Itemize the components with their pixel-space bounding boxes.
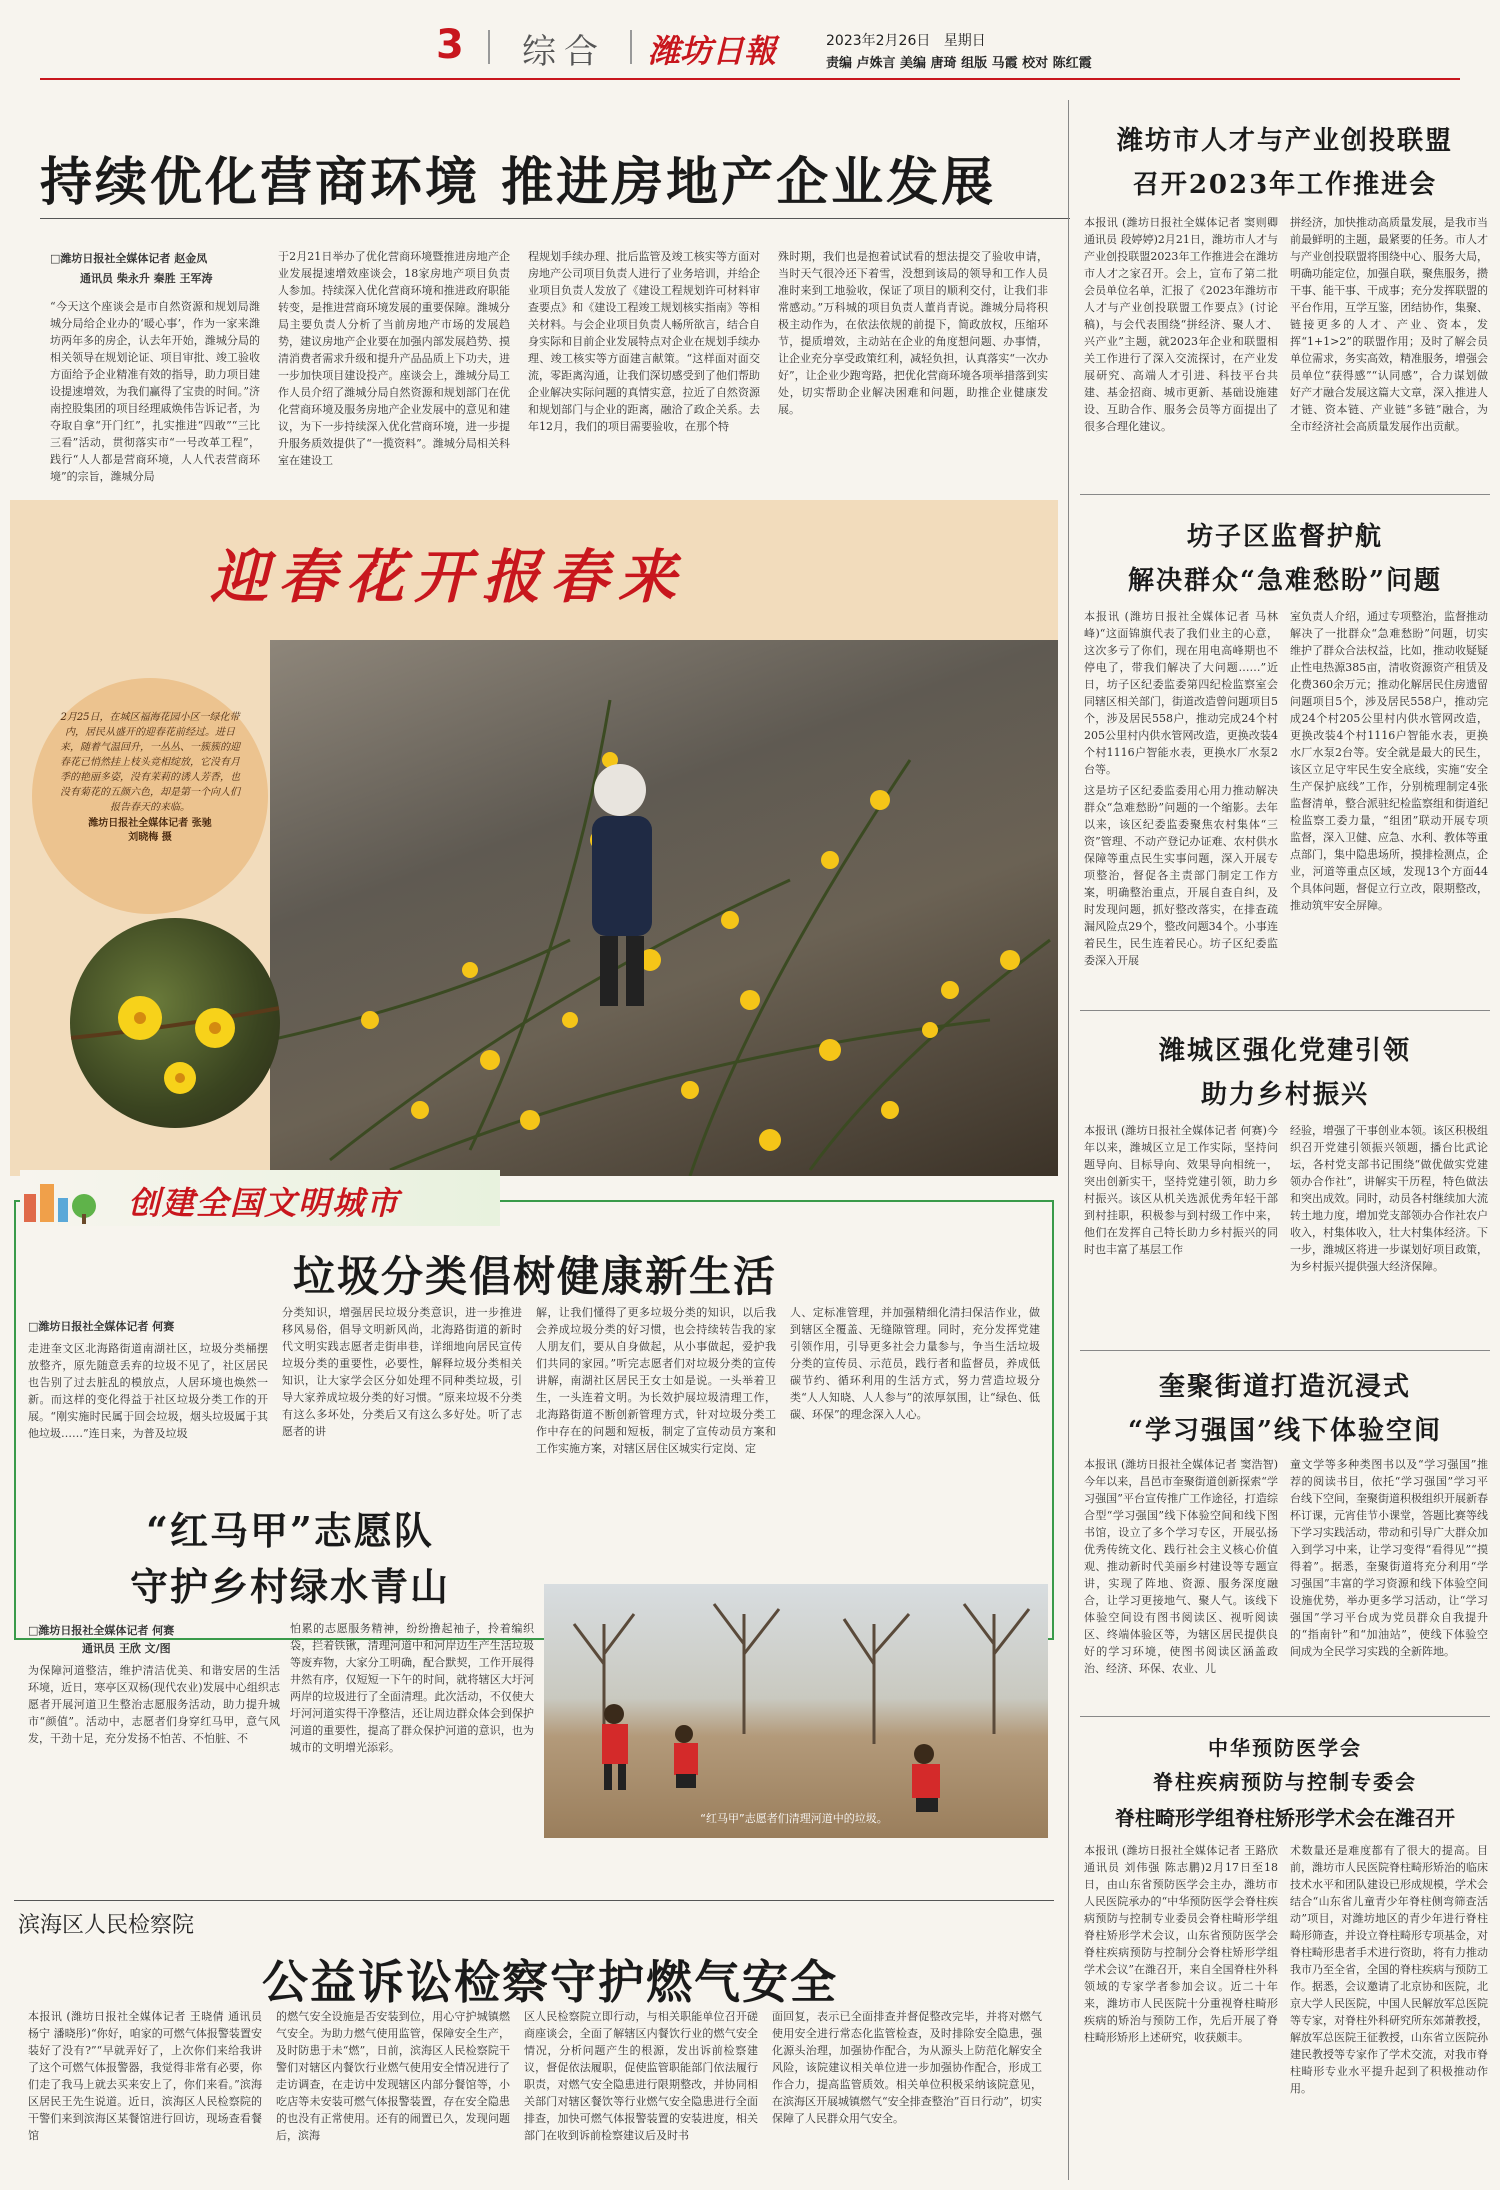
article3-title-1: 潍城区强化党建引领 [1158, 1036, 1411, 1066]
redvest-headline-2: 守护乡村绿水青山 [129, 1564, 450, 1609]
gas-column-3: 区人民检察院立即行动，与相关职能单位召开磋商座谈会，全面了解辖区内餐饮行业的燃气安全情况，分析问题产生的根源，发出诉前检察建议，督促依法履职，促使监管职能部门依法履行职责，对燃气安全隐患进行限期整改，并协同相关部门对辖区餐饮等行业燃气安全隐患进行全面排查，加快可燃气体报警装置的安装进度，相关部门在收到诉前检察建议后及时书 [524, 2010, 758, 2142]
lead-headline: 持续优化营商环境 推进房地产企业发展 [40, 152, 997, 213]
masthead [0, 0, 1500, 78]
article5-body-1: 本报讯 (潍坊日报社全媒体记者 王路欣 通讯员 刘伟强 陈志鹏)2月17日至18日，由山东省预防医学会主办，潍坊市人民医院承办的“中华预防医学会脊柱疾病预防与控制专业委员会脊柱畸形学组脊柱矫形学术会议，山东省预防医学会脊柱疾病预防与控制分会脊柱矫形学组学术会议”在潍召开，来自全国脊柱外科领域的专家学者参加会议。近二十年来，潍坊市人民医院十分重视脊柱畸形疾病的矫治与预防工作，先后开展了脊柱畸形矫形上述研究，收获颇丰。 [1084, 1844, 1278, 2044]
lead-byline-1: □潍坊日报社全媒体记者 赵金凤 [50, 252, 208, 265]
masthead-divider [488, 30, 490, 64]
weekday-text: 星期日 [943, 33, 986, 49]
forsythia-branches-illustration [270, 640, 1058, 1176]
article1-title-2: 召开2023年工作推进会 [1132, 170, 1438, 200]
redvest-byline-2: 通讯员 王欣 文/图 [82, 1642, 171, 1655]
redvest-column-2: 怕累的志愿服务精神，纷纷撸起袖子，拎着编织袋，拦着铁锹，清理河道中和河岸边生产生活垃圾等废弃物，大家分工明确，配合默契，工作开展得井然有序，仅短短一下午的时间，就将辖区大圩河两岸的垃圾进行了全面清理。此次活动，不仅使大圩河河道实得干净整洁，还让周边群众体会到保护河道的重要性，提高了群众保护河道的意识，也为城市的文明增光添彩。 [290, 1622, 534, 1754]
gas-column-2: 的燃气安全设施是否安装到位，用心守护城镇燃气安全。为助力燃气使用监管，保障安全生产，及时防患于未“燃”，日前，滨海区人民检察院干警们对辖区内餐饮行业燃气使用安全情况进行了走访调查，在走访中发现辖区内部分餐馆等，小吃店等未安装可燃气体报警装置，存在安全隐患的也没有正常使用。还有的闹置已久，发现问题后，滨海 [276, 2010, 510, 2142]
civic-banner [20, 1170, 500, 1226]
article3-title-2: 助力乡村振兴 [1200, 1080, 1369, 1110]
article1-body-2: 拼经济，加快推动高质量发展，是我市当前最鲜明的主题，最紧要的任务。市人才与产业创投联盟将围绕中心、服务大局，明确功能定位，加强自联，聚焦服务，攒干事、能干事、干成事；充分发挥联盟的平台作用，互学互鉴，团结协作，集聚、链接更多的人才、产业、资本，发挥“1+1>2”的联盟作用；及时了解会员单位需求，务实高效，精准服务，增强会员单位“获得感”“认同感”，合力谋划做好产才融合发展这篇大文章，深入推进人才链、资本链、产业链“多链”融合，为全市经济社会高质量发展作出贡献。 [1290, 216, 1488, 433]
volunteer-figure [912, 1744, 940, 1812]
lead-column-4: 殊时期，我们也是抱着试试看的想法提交了验收申请，当时天气很冷还下着雪，没想到该局的领导和工作人员准时来到工地验收，保证了项目的顺利交付，让我们非常感动。”万科城的项目负责人董肖青说。潍城分局将积极主动作为，在依法依规的前提下，简政放权，压缩环节，提质增效，主动站在企业的角度想问题、办事情，让企业充分享受政策红利，减轻负担，认真落实“一次办好”，让企业少跑弯路，把优化营商环境各项举措落到实处，切实帮助企业解决困难和问题，助推企业健康发展。 [778, 250, 1048, 416]
article2-body-1: 本报讯 (潍坊日报社全媒体记者 马林峰)“这面锦旗代表了我们业主的心意，这次多亏了你们，现在用电高峰期也不停电了，带我们解决了大问题……”近日，坊子区纪委监委第四纪检监察室会同辖区相关部门，街道改造曾问题项目5个，涉及居民558户，推动完成24个村205公里村内供水管网改造，更换改装4个村1116户智能水表，更换水厂水泵2台等。 [1084, 610, 1278, 776]
redvest-headline-1: “红马甲”志愿队 [146, 1508, 434, 1553]
volunteer-figure [602, 1704, 628, 1790]
flower-closeup-illustration [70, 918, 280, 1128]
article5-body-2: 术数量还是难度都有了很大的提高。目前，潍坊市人民医院脊柱畸形矫治的临床技术水平和团队建设已形成规模，学术会结合“山东省儿童青少年脊柱侧弯筛查活动”项目，对潍坊地区的青少年进行脊柱畸形筛查，并设立脊柱畸形专项基金，对脊柱畸形患者手术进行资助，将有力推动我市乃至全省，全国的脊柱疾病与预防工作。据悉，会议邀请了北京协和医院，北京大学人民医院，中国人民解放军总医院等专家，对脊柱外科研究所东郊萧教授，解放军总医院王征教授，山东省立医院孙建民教授等专家作了学术交流，对我市脊柱畸形专业水平提升起到了积极推动作用。 [1290, 1844, 1488, 2095]
date-text: 2023年2月26日 [826, 33, 931, 49]
editor-credits: 责编 卢姝言 美编 唐琦 组版 马霞 校对 陈红霞 [826, 56, 1092, 71]
redvest-byline-1: □潍坊日报社全媒体记者 何赛 [28, 1624, 175, 1637]
spring-caption: 2月25日，在城区福海花园小区一绿化带内，居民从盛开的迎春花前经过。进日来，随着气温回升，一丛丛、一簇簇的迎春花已悄然挂上枝头竞相绽放，它没有月季的艳丽多姿，没有茉莉的诱人芳香，也没有菊花的五颜六色，却是第一个向人们报告春天的来临。 [60, 712, 240, 813]
article2-body-2: 这是坊子区纪委监委用心用力推动解决群众“急难愁盼”问题的一个缩影。去年以来，该区纪委监委聚焦农村集体“三资”管理、不动产登记办证难、农村供水保障等重点民生实事问题，深入开展专项整治，督促各主责部门制定工作方案，明确整治重点，开展自查自纠，及时发现问题，抓好整改落实，在排查疏漏风险点29个，整改问题34个。小事连着民生，民生连着民心。坊子区纪委监委深入开展 [1084, 784, 1278, 967]
lead-column-1: “今天这个座谈会是市自然资源和规划局潍城分局给企业办的‘暖心事’，作为一家来潍坊两年多的房企，认去年开始，潍城分局的相关领导在规划论证、项目审批、竣工验收方面给予企业精准有效的指导，助力项目建设提速增效，为我们赢得了宝贵的时间。”济南控股集团的项目经理戚焕伟告诉记者，为夺取自拿“开门红”，扎实推进“四敢”“三比三看”活动，贯彻落实市“一号改革工程”，践行“人人都是营商环境，人人代表营商环境”的宗旨，潍城分局 [50, 300, 260, 483]
civic-column-4: 人、定标准管理，并加强精细化清扫保洁作业，做到辖区全覆盖、无缝隙管理。同时，充分发挥党建引领作用，引导更多社会力量参与，争当生活垃圾分类的宣传员、示范员，践行者和监督员，养成低碳节约、循环利用的生活方式，努力营造垃圾分类“人人知晓、人人参与”的浓厚氛围，让“绿色、低碳、环保”的理念深入人心。 [790, 1306, 1040, 1421]
redvest-photo-caption: “红马甲”志愿者们清理河道中的垃圾。 [700, 1812, 888, 1825]
article-separator [1080, 1010, 1490, 1011]
gas-column-1: 本报讯 (潍坊日报社全媒体记者 王晓倩 通讯员 杨宁 潘晓彤)“你好，咱家的可燃气体报警装置安装好了没有?”“早就弄好了，上次你们来给我讲了这个可燃气体报警器，我觉得非常有必要，你们走了我马上就去买来安上了，你们来看。”滨海区居民王先生说道。近日，滨海区人民检察院的干警们来到滨海区某餐馆进行回访，现场查看餐馆 [28, 2010, 262, 2142]
civic-column-2: 分类知识，增强居民垃圾分类意识，进一步推进移风易俗，倡导文明新风尚，北海路街道的新时代文明实践志愿者走街串巷，详细地向居民宣传垃圾分类的重要性，必要性，解释垃圾分类相关知识，让大家学会区分如处理不同种类垃圾，引导大家养成垃圾分类的好习惯。“原来垃圾不分类有这么多坏处，分类后又有这么多好处。听了志愿者的讲 [282, 1306, 522, 1438]
gas-top-rule [14, 1900, 1054, 1901]
article4-body-1: 本报讯 (潍坊日报社全媒体记者 窦浩智)今年以来，昌邑市奎聚街道创新探索“学习强国”平台宣传推广工作途径，打造综合型“学习强国”线下体验空间和线下图书馆，设立了多个学习专区，开展弘扬优秀传统文化、践行社会主义核心价值观、推动新时代美丽乡村建设等专题宣讲，实现了阵地、资源、服务深度融合，让学习更接地气、聚人气。该线下体验空间设有图书阅读区、视听阅读区、终端体验区等，为辖区居民提供良好的学习环境，使图书阅读区涵盖政治、经济、环保、农业、儿 [1084, 1458, 1278, 1675]
issue-date [826, 30, 986, 50]
caption-circle [32, 678, 268, 914]
article3-body-1: 本报讯 (潍坊日报社全媒体记者 何赛)今年以来，潍城区立足工作实际，坚持问题导向、目标导向、效果导向相统一，突出创新实干，坚持党建引领，助力乡村振兴。该区从机关选派优秀年轻干部到村挂职，积极参与到村级工作中来，他们在发挥自己特长助力乡村振兴的同时也丰富了基层工作 [1084, 1124, 1278, 1256]
article1-title-1: 潍坊市人才与产业创投联盟 [1116, 126, 1453, 156]
pedestrian-figure [592, 764, 652, 1006]
lead-byline-2: 通讯员 柴永升 秦胜 王军涛 [80, 272, 213, 285]
article2-body-3: 室负责人介绍，通过专项整治，监督推动解决了一批群众“急难愁盼”问题，切实维护了群众合法权益，比如，推动收疑疑止性电热源385亩，清收资源资产租赁及化费360余万元；推动化解居民住房遗留问题项目5个，涉及居民558户，推动完成24个村205公里村内供水管网改造，更换改装4个村1116户智能水表，更换水厂水泵2台等。安全就是最大的民生，该区立足守牢民生安全底线，实施“安全生产保护底线”工作，分别梳理制定4张监督清单，整合派驻纪检监察组和街道纪检监察工委力量，“组团”联动开展专项监督，深入卫健、应急、水利、教体等重点部门，集中隐患场所，摸排检测点，企业，河道等重点区域，发现13个方面44个具体问题，督促立行立改，限期整改，推动筑牢安全屏障。 [1290, 610, 1488, 912]
civic-banner-title: 创建全国文明城市 [128, 1184, 401, 1222]
page-number: 3 [436, 22, 464, 68]
article3-body-2: 经验，增强了干事创业本领。该区积极组织召开党建引领振兴领题，播台比武论坛，各村党支部书记围绕“做优做实党建领办合作社”，讲解实干历程，特色做法和突出成效。同时，动员各村继续加大流转土地力度，增加党支部领办合作社农户收入，村集体收入，壮大村集体经济。下一步，潍城区将进一步谋划好项目政策，为乡村振兴提供强大经济保障。 [1290, 1124, 1488, 1273]
article5-title-3: 脊柱畸形学组脊柱矫形学术会在潍召开 [1115, 1806, 1455, 1830]
spring-credit-2: 刘晓梅 摄 [128, 832, 172, 843]
article4-body-2: 童文学等多种类图书以及“学习强国”推荐的阅读书目，依托“学习强国”学习平台线下空间，奎聚街道积极组织开展新春杯订课，元宵佳节小课堂，答题比赛等线下学习实践活动，带动和引导广大群众加入到学习中来，让学习变得“看得见”“摸得着”。据悉，奎聚街道将充分利用“学习强国”丰富的学习资源和线下体验空间设施优势，举办更多学习活动，让“学习强国”学习平台成为党员群众自我提升的“指南针”和“加油站”，使线下体验空间成为全民学习实践的全新阵地。 [1290, 1458, 1488, 1658]
masthead-rule [40, 78, 1460, 80]
right-column-divider [1068, 100, 1069, 2180]
gas-column-4: 面回复，表示已全面排查并督促整改完毕，并将对燃气使用安全进行常态化监管检查，及时排除安全隐患，强化源头治理，加强协作配合，为从源头上防范化解安全风险，该院建议相关单位进一步加强协作配合，形成工作合力，提高监管质效。相关单位积极采纳该院意见，在滨海区开展城镇燃气“安全排查整治”百日行动”，切实保障了人民群众用气安全。 [772, 2010, 1042, 2125]
section-name: 综合 [522, 32, 606, 72]
civic-column-3: 解，让我们懂得了更多垃圾分类的知识，以后我会养成垃圾分类的好习惯，也会持续转告我的家人朋友们，要从自身做起，从小事做起，爱护我们共同的家园。”听完志愿者们对垃圾分类的宣传讲解，南湖社区居民王女士如是说。一头举着卫生，一头连着文明。为长效护展垃圾清理工作，北海路街道不断创新管理方式，针对垃圾分类工作中存在的问题和短板，制定了宣传动员方案和工作实施方案，对辖区居住区城实行定岗、定 [536, 1306, 776, 1455]
article1-body-1: 本报讯 (潍坊日报社全媒体记者 窦则卿 通讯员 段婷婷)2月21日，潍坊市人才与产业创投联盟2023年工作推进会在潍坊市人才之家召开。会上，宣布了第二批会员单位名单，汇报了《2023年潍坊市人才与产业创投联盟工作要点》(讨论稿)，与会代表围绕“拼经济、聚人才、兴产业”主题，就2023年企业和联盟相关工作进行了深入交流探讨，在产业发展研究、高端人才引进、科技平台共建、基金招商、城市更新、基础设施建设、互助合作、服务会员等方面提出了很多合理化建议。 [1084, 216, 1278, 433]
civic-headline: 垃圾分类倡树健康新生活 [292, 1252, 777, 1301]
article2-title-2: 解决群众“急难愁盼”问题 [1128, 566, 1442, 596]
spring-banner-title: 迎春花开报春来 [210, 543, 687, 611]
city-skyline-icon [20, 1174, 120, 1224]
spring-closeup-photo [70, 918, 280, 1128]
article-separator [1080, 1716, 1490, 1717]
lead-column-2: 于2月21日举办了优化营商环境暨推进房地产企业发展提速增效座谈会，18家房地产项目负责人参加。持续深入优化营商环境和推进政府职能转变，是推进营商环境发展的重要保障。潍城分局主要负责人分析了当前房地产市场的发展趋势，建议房地产企业要在加强内部发展趋势、摸清消费者需求升级和提升产品品质上下功夫，进一步加快项目建设投产。座谈会上，潍城分局工作人员介绍了潍城分局自然资源和规划部门在优化营商环境及服务房地产企业发展中的意见和建议，为下一步持续深入优化营商环境，进一步提升服务质效提供了“一揽资料”。潍城分局相关科室在建设工 [278, 250, 510, 467]
volunteers-illustration [544, 1584, 1048, 1838]
gas-kicker: 滨海区人民检察院 [18, 1913, 195, 1938]
lead-column-3: 程规划手续办理、批后监管及竣工核实等方面对房地产公司项目负责人进行了业务培训，并给企业项目负责人发放了《建设工程规划许可材料审查要点》和《建设工程竣工规划核实指南》等相关材料。与会企业项目负责人畅所欲言，结合自身实际和目前企业发展特点对企业在规划手续办理、竣工核实等方面建言献策。“这样面对面交流，零距离沟通，让我们深切感受到了他们帮助企业解决实际问题的真情实意，拉近了自然资源和规划部门与企业的距离，融洽了政企关系。去年12月，我们的项目需要验收，在那个特 [528, 250, 760, 433]
spring-feature [10, 500, 1058, 1176]
lead-headline-rule [40, 218, 1070, 219]
redvest-photo [544, 1584, 1048, 1838]
redvest-column-1: 为保障河道整洁，维护清洁优美、和谐安居的生活环境，近日，寒亭区双杨(现代农业)发展中心组织志愿者开展河道卫生整治志愿服务活动，助力提升城市“颜值”。活动中，志愿者们身穿红马甲，意气风发，干劲十足，充分发扬不怕苦、不怕脏、不 [28, 1664, 280, 1745]
spring-photo [270, 640, 1058, 1176]
civic-column-1: 走进奎文区北海路街道南湖社区，垃圾分类桶摆放整齐，原先随意丢弃的垃圾不见了，社区居民也告别了过去脏乱的模放点，人居环境也焕然一新。而这样的变化得益于社区垃圾分类工作的开展。“刚实施时民属于回会垃圾，烟头垃圾属于其他垃圾……”连日来，为普及垃圾 [28, 1342, 268, 1440]
volunteer-figure [674, 1725, 698, 1788]
article-separator [1080, 494, 1490, 495]
article2-title-1: 坊子区监督护航 [1186, 522, 1383, 552]
article4-title-1: 奎聚街道打造沉浸式 [1158, 1372, 1411, 1402]
article5-title-1: 中华预防医学会 [1208, 1736, 1362, 1760]
article-separator [1080, 1350, 1490, 1351]
paper-logo: 潍坊日報 [648, 32, 777, 70]
spring-credit-1: 潍坊日报社全媒体记者 张驰 [88, 818, 212, 829]
civic-byline: □潍坊日报社全媒体记者 何赛 [28, 1320, 175, 1333]
gas-headline: 公益诉讼检察守护燃气安全 [262, 1955, 838, 2009]
article5-title-2: 脊柱疾病预防与控制专委会 [1153, 1770, 1417, 1794]
masthead-divider [630, 30, 632, 64]
article4-title-2: “学习强国”线下体验空间 [1128, 1416, 1442, 1446]
